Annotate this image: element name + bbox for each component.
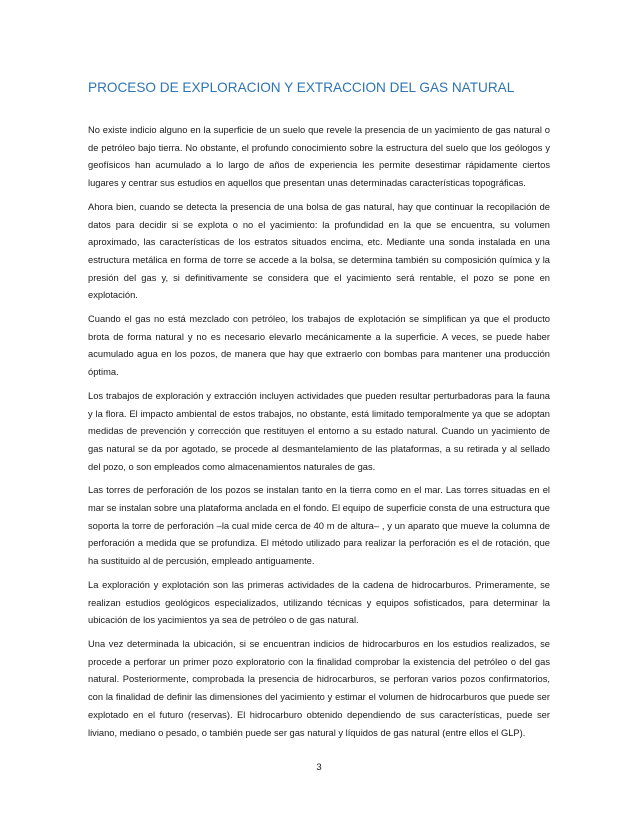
paragraph-2: Ahora bien, cuando se detecta la presencia de una bolsa de gas natural, hay que continuar la recopilación de datos para decidir si se explota o no el yacimiento: la profundidad en la que se encuentra, su volumen aproximado, las características de los estratos situados encima, etc. Mediante una sonda instalada en una estructura metálica en forma de torre se accede a la bolsa, se determina también su composición química y la presión del gas y, si definitivamente se considera que el yacimiento será rentable, el pozo se pone en explotación. bbox=[88, 201, 550, 301]
document-body bbox=[88, 122, 550, 748]
paragraph-6: La exploración y explotación son las primeras actividades de la cadena de hidrocarburos. Primeramente, se realizan estudios geológicos especializados, utilizando técnicas y equipos sofisticados, para determinar la ubicación de los yacimientos ya sea de petróleo o de gas natural. bbox=[88, 579, 550, 626]
paragraph-7: Una vez determinada la ubicación, si se encuentran indicios de hidrocarburos en los estudios realizados, se procede a perforar un primer pozo exploratorio con la finalidad comprobar la existencia del petróleo o del gas natural. Posteriormente, comprobada la presencia de hidrocarburos, se perforan varios pozos confirmatorios, con la finalidad de definir las dimensiones del yacimiento y estimar el volumen de hidrocarburos que puede ser explotado en el futuro (reservas). El hidrocarburo obtenido dependiendo de sus características, puede ser liviano, mediano o pesado, o también puede ser gas natural y líquidos de gas natural (entre ellos el GLP). bbox=[88, 638, 550, 738]
paragraph-4: Los trabajos de exploración y extracción incluyen actividades que pueden resultar perturbadoras para la fauna y la flora. El impacto ambiental de estos trabajos, no obstante, está limitado temporalmente ya que se adoptan medidas de prevención y corrección que restituyen el entorno a su estado natural. Cuando un yacimiento de gas natural se da por agotado, se procede al desmantelamiento de las plataformas, a su retirada y al sellado del pozo, o son empleados como almacenamientos naturales de gas. bbox=[88, 390, 550, 472]
page-number: 3 bbox=[316, 762, 322, 773]
paragraph-3: Cuando el gas no está mezclado con petróleo, los trabajos de explotación se simplifican ya que el producto brota de forma natural y no es necesario elevarlo mecánicamente a la superficie. A veces, se puede haber acumulado agua en los pozos, de manera que hay que extraerlo con bombas para mantener una producción óptima. bbox=[88, 314, 550, 378]
paragraph-5: Las torres de perforación de los pozos se instalan tanto en la tierra como en el mar. Las torres situadas en el mar se instalan sobre una plataforma anclada en el fondo. El equipo de superficie consta de una estructura que soporta la torre de perforación –la cual mide cerca de 40 m de altura– , y un aparato que mueve la columna de perforación a medida que se profundiza. El método utilizado para realizar la perforación es el de rotación, que ha sustituido al de percusión, empleado antiguamente. bbox=[88, 485, 550, 567]
paragraph-1: No existe indicio alguno en la superficie de un suelo que revele la presencia de un yacimiento de gas natural o de petróleo bajo tierra. No obstante, el profundo conocimiento sobre la estructura del suelo que los geólogos y geofísicos han acumulado a lo largo de años de experiencia les permite desestimar rápidamente ciertos lugares y centrar sus estudios en aquellos que presentan unas determinadas características topográficas. bbox=[88, 125, 550, 189]
document-title: PROCESO DE EXPLORACION Y EXTRACCION DEL GAS NATURAL bbox=[88, 80, 515, 95]
